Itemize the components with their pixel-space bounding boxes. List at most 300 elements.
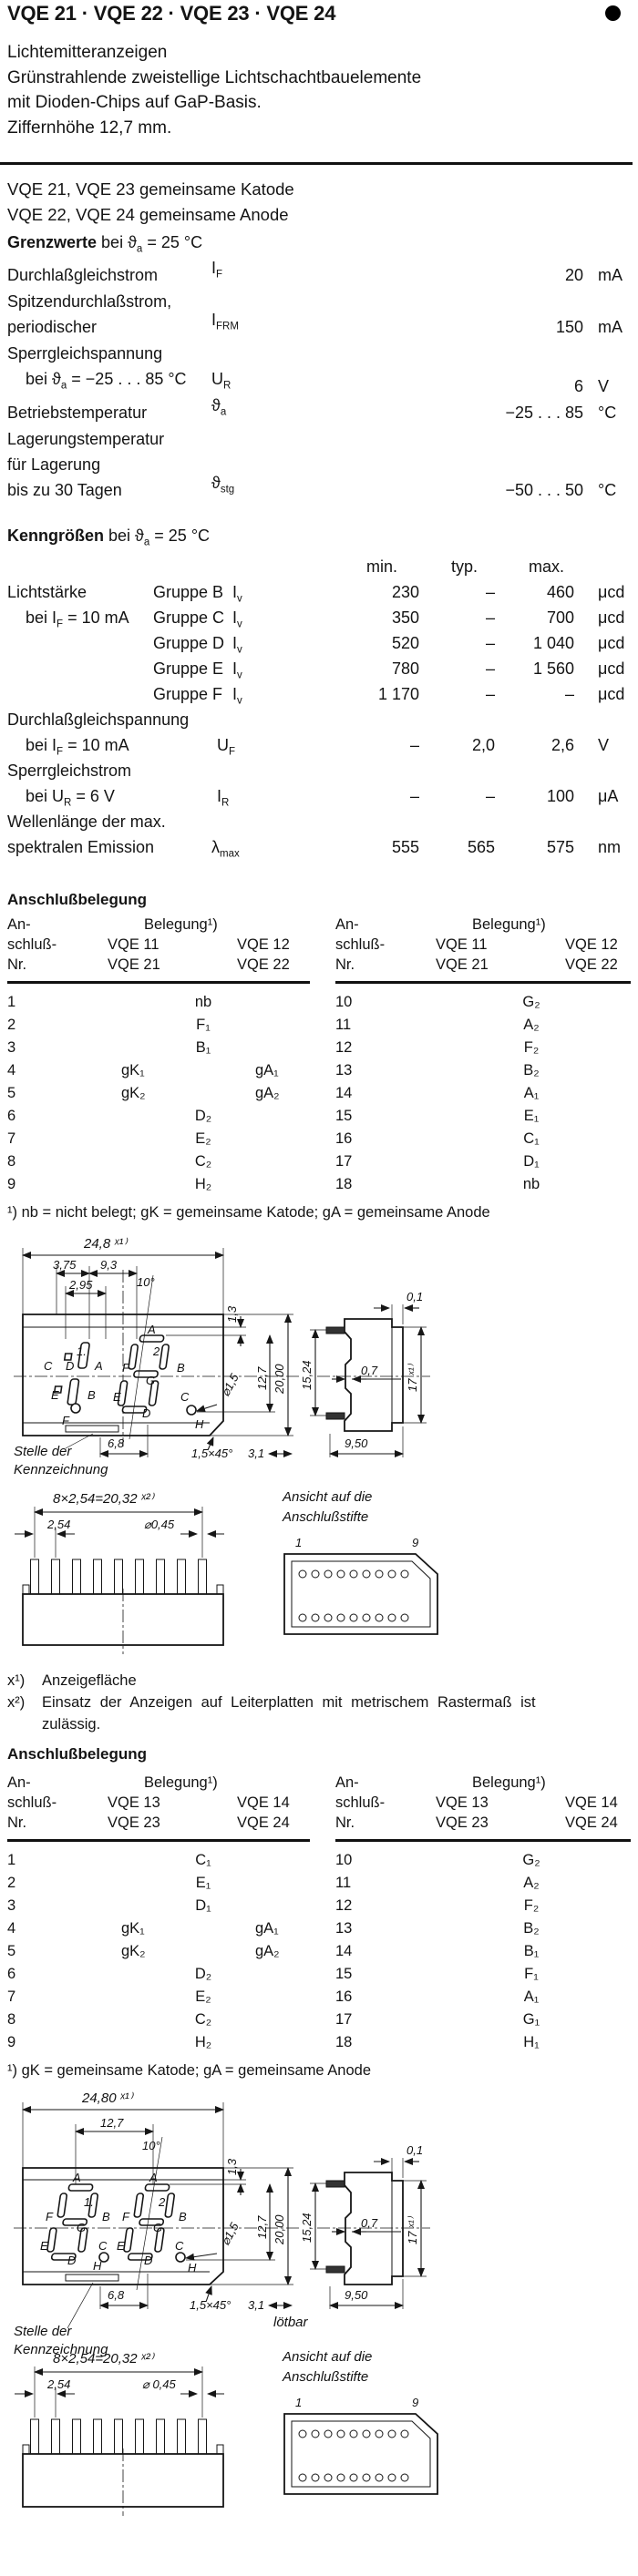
unit: mA — [598, 318, 623, 336]
segment-label: D — [144, 2254, 153, 2267]
dim-label: 1,3 — [225, 2158, 239, 2175]
value-min: 1 170 — [377, 685, 419, 703]
table-row — [7, 809, 631, 834]
footnote — [7, 2521, 631, 2543]
segment-label: G — [77, 2221, 87, 2234]
dim-label: ⌀1,5 — [218, 2220, 242, 2248]
hdr: schluß- — [335, 936, 386, 953]
value-typ: – — [485, 608, 495, 627]
dim-label: ⌀0,45 — [144, 1518, 175, 1531]
hdr: Belegung¹) — [144, 1774, 218, 1791]
dim-label: 8×2,54=20,32 ˣ²⁾ — [53, 2351, 154, 2366]
hdr: An- — [335, 916, 359, 933]
table-row: 6 D₂ — [7, 1108, 212, 1124]
segment-label: C — [175, 2239, 184, 2253]
table-row — [7, 630, 631, 656]
dim-label: 10° — [142, 2139, 160, 2152]
limits-table — [7, 259, 631, 504]
hdr: VQE 12 — [565, 936, 618, 953]
pinout-heading: Anschlußbelegung — [7, 891, 147, 908]
hdr: Nr. — [335, 956, 355, 973]
segment-label: C — [180, 1390, 190, 1404]
char-cond-post: = 25 °C — [149, 526, 211, 545]
value-min: 230 — [391, 583, 419, 601]
char-cond: bei ϑ — [104, 526, 144, 545]
hdr: VQE 23 — [436, 1814, 489, 1831]
hdr: schluß- — [7, 1794, 57, 1811]
table-row: 2 F₁ — [7, 1017, 211, 1033]
value-min: – — [409, 787, 419, 805]
hdr: VQE 22 — [237, 956, 290, 973]
dim-label: 10° — [137, 1275, 155, 1289]
segment-label: D — [66, 1359, 75, 1373]
hdr: VQE 13 — [436, 1794, 489, 1811]
pinout-right-half — [335, 1774, 631, 2054]
group-label: Gruppe F — [153, 685, 223, 703]
view-caption: Ansicht auf die — [283, 1489, 373, 1505]
table-row — [7, 579, 631, 605]
group-label: Gruppe C — [153, 608, 225, 627]
marking-note: Kennzeichnung — [14, 2342, 108, 2357]
unit: V — [598, 736, 610, 754]
polarity-note — [7, 177, 631, 228]
table-row: 8 C₂ — [7, 1153, 212, 1170]
table-row: 17 G₁ — [335, 2011, 540, 2028]
footnote: x¹) Anzeigefläche — [7, 1672, 137, 1689]
common-cathode-note: VQE 21, VQE 23 gemeinsame Katode — [7, 179, 294, 199]
unit: μcd — [598, 634, 625, 652]
segment-label: E — [51, 1388, 59, 1402]
dim-label: 17 ˣ¹⁾ — [406, 2217, 419, 2244]
hdr: VQE 22 — [565, 956, 618, 973]
value-typ: 2,0 — [471, 736, 495, 754]
view-caption: Anschlußstifte — [283, 2369, 369, 2385]
drawing-footnotes — [7, 1670, 631, 1735]
table-row — [7, 341, 631, 399]
table-row: 3 D₁ — [7, 1897, 211, 1914]
segment-label: E — [113, 1390, 121, 1404]
dim-label: 9,50 — [345, 2288, 368, 2302]
table-row: 10 G₂ — [335, 994, 540, 1010]
pinout-table-2 — [7, 1774, 631, 2054]
dim-label: 24,80 ˣ¹⁾ — [82, 2090, 133, 2106]
unit: μcd — [598, 659, 625, 678]
row-label: Lichtstärke — [7, 583, 87, 601]
table-row: 12 F₂ — [335, 1897, 540, 1914]
hdr: VQE 12 — [237, 936, 290, 953]
value-max: 575 — [546, 838, 574, 856]
table-row: 11 A₂ — [335, 1017, 540, 1033]
hdr: VQE 24 — [237, 1814, 290, 1831]
symbol: $ϑ_a$ — [211, 396, 227, 418]
symbol: $\lambda_{max}$ — [211, 838, 240, 860]
symbol: $U_F$ — [217, 736, 236, 758]
hdr: An- — [335, 1774, 359, 1791]
dim-label: 12,7 — [100, 2116, 124, 2130]
group-label: Gruppe B — [153, 583, 224, 601]
hdr: VQE 14 — [237, 1794, 290, 1811]
hdr: schluß- — [7, 936, 57, 953]
table-row: 7 E₂ — [7, 1130, 211, 1147]
dim-label: 1,3 — [225, 1305, 239, 1323]
dim-label: 24,8 ˣ¹⁾ — [84, 1236, 128, 1252]
dim-label: 3,1 — [248, 1446, 265, 1460]
value-typ: – — [485, 787, 495, 805]
dim-label: 1,5×45° — [190, 2298, 232, 2312]
package-drawing-1 — [9, 1228, 638, 1665]
footnote: zulässig. — [42, 1716, 101, 1733]
dim-label: 2,54 — [47, 1518, 71, 1531]
pin-bottom-view-drawing — [282, 2349, 437, 2494]
value-max: 1 040 — [532, 634, 574, 652]
hdr: Nr. — [335, 1814, 355, 1831]
solderable-note: lötbar — [273, 2315, 308, 2330]
hdr: VQE 21 — [436, 956, 489, 973]
table-row: 4 gK₁ gA₁ — [7, 1062, 279, 1078]
table-row: 1 C₁ — [7, 1852, 211, 1868]
unit: °C — [598, 480, 617, 499]
hdr: VQE 24 — [565, 1814, 618, 1831]
pin-number-label: 9 — [412, 2396, 419, 2409]
symbol: $ϑ_{stg}$ — [211, 474, 235, 496]
value: −50 . . . 50 — [505, 480, 583, 499]
hdr: VQE 14 — [565, 1794, 618, 1811]
dim-label: 20,00 — [273, 1364, 286, 1394]
segment-label: F — [122, 2210, 129, 2223]
digit-number: 2 — [159, 2195, 166, 2209]
segment-label: E — [40, 2239, 48, 2253]
dim-label: 12,7 — [255, 2215, 269, 2239]
col-max: max. — [529, 557, 565, 576]
dim-label: 15,24 — [300, 1360, 314, 1390]
table-row: 2 E₁ — [7, 1875, 211, 1891]
group-label: Gruppe D — [153, 634, 225, 652]
pinout-table-1 — [7, 916, 631, 1196]
dim-label: 9,50 — [345, 1436, 368, 1450]
table-row: 14 A₁ — [335, 1085, 540, 1101]
corner-dot-icon — [605, 5, 621, 21]
limits-cond-sub: a — [136, 243, 143, 255]
hdr: An- — [7, 916, 31, 933]
pin-row-side-drawing — [15, 1491, 224, 1654]
unit: μcd — [598, 583, 625, 601]
row-label: bis zu 30 Tagen — [7, 480, 122, 499]
pinout-heading: Anschlußbelegung — [7, 1745, 147, 1763]
dim-label: 0,1 — [406, 2143, 424, 2157]
group-label: Gruppe E — [153, 659, 224, 678]
unit: μcd — [598, 608, 625, 627]
table-row: 18 H₁ — [335, 2034, 540, 2050]
pinout-left-half — [7, 916, 310, 1196]
unit: °C — [598, 403, 617, 422]
char-cond-sub: a — [143, 537, 150, 548]
limits-cond: bei ϑ — [97, 233, 137, 251]
dim-label: 2,54 — [47, 2377, 71, 2391]
characteristics-heading — [7, 526, 631, 548]
table-row: 15 E₁ — [335, 1108, 540, 1124]
pinout-header — [7, 916, 310, 976]
value-typ: – — [485, 583, 495, 601]
view-caption: Anschlußstifte — [283, 1509, 369, 1525]
pinout-header — [335, 1774, 631, 1835]
row-label: periodischer — [7, 318, 98, 336]
decimal-point-2 — [176, 2253, 185, 2262]
table-row: 17 D₁ — [335, 1153, 540, 1170]
hdr: An- — [7, 1774, 31, 1791]
segment-label: F — [46, 2210, 53, 2223]
value-min: 520 — [391, 634, 419, 652]
dim-label: 1,5×45° — [191, 1446, 233, 1460]
table-row — [7, 681, 631, 707]
dim-label: ⌀1,5 — [218, 1371, 242, 1399]
value: 6 — [573, 376, 583, 395]
drawing-footnotes — [7, 2521, 631, 2565]
segment-label: F — [122, 1361, 129, 1375]
description-line: Lichtemitteranzeigen — [7, 43, 168, 62]
digit-number: 2 — [153, 1344, 160, 1358]
hdr: VQE 11 — [436, 936, 488, 953]
segment-label: E — [117, 2239, 125, 2253]
segment-label: C — [44, 1359, 53, 1373]
dim-label: 12,7 — [255, 1366, 269, 1390]
row-label: spektralen Emission — [7, 838, 155, 856]
value: −25 . . . 85 — [505, 403, 583, 422]
table-row: 3 B₁ — [7, 1039, 211, 1056]
segment-label: A — [73, 2171, 81, 2184]
table-row: 16 A₁ — [335, 1988, 540, 2005]
pinout-right-half — [335, 916, 631, 1196]
table-row — [7, 605, 631, 630]
table-rule — [7, 1839, 310, 1842]
symbol: $I_v$ — [232, 685, 242, 707]
symbol: $I_{FRM}$ — [211, 311, 239, 332]
limits-heading — [7, 233, 631, 255]
view-caption: Ansicht auf die — [283, 2349, 373, 2365]
unit: nm — [598, 838, 622, 856]
table-row — [7, 259, 631, 288]
common-anode-note: VQE 22, VQE 24 gemeinsame Anode — [7, 205, 289, 224]
symbol: $I_R$ — [217, 787, 230, 809]
table-row — [7, 758, 631, 783]
pinout-footnote: ¹) gK = gemeinsame Katode; gA = gemeinsame Anode — [7, 2062, 371, 2079]
table-row: 1 nb — [7, 994, 212, 1010]
row-condition: bei $U_R = 6$ V — [26, 787, 115, 809]
row-label: Sperrgleichspannung — [7, 344, 163, 363]
symbol: $I_v$ — [232, 634, 242, 656]
value: 20 — [564, 266, 583, 284]
dim-label: 15,24 — [300, 2213, 314, 2243]
description-line: Ziffernhöhe 12,7 mm. — [7, 118, 172, 138]
segment-label: H — [195, 1417, 204, 1431]
table-row — [7, 396, 631, 425]
description-line: Grünstrahlende zweistellige Lichtschachtbauelemente — [7, 67, 422, 87]
characteristics-heading-bold: Kenngrößen — [7, 526, 104, 545]
symbol: $I_v$ — [232, 659, 242, 681]
table-row: 13 B₂ — [335, 1062, 540, 1078]
value-typ: – — [485, 685, 495, 703]
limits-heading-bold: Grenzwerte — [7, 233, 98, 251]
hdr: Belegung¹) — [472, 1774, 546, 1791]
pin-number-label: 1 — [295, 1536, 303, 1549]
segment-label: H — [93, 2259, 102, 2273]
divider — [0, 162, 633, 165]
value-max: 460 — [546, 583, 574, 601]
description — [7, 40, 631, 140]
digit-number: 1. — [84, 2195, 94, 2209]
characteristics-table — [7, 554, 631, 860]
unit: V — [598, 376, 610, 395]
pinout-left-half — [7, 1774, 310, 2054]
table-row: 6 D₂ — [7, 1966, 212, 1982]
symbol: $I_v$ — [232, 583, 242, 605]
value-typ: – — [485, 659, 495, 678]
segment-label: D — [67, 2254, 77, 2267]
unit: μA — [598, 787, 619, 805]
dim-label: ⌀ 0,45 — [142, 2377, 176, 2391]
pin-bottom-view-drawing — [282, 1489, 437, 1634]
dim-label: 0,1 — [406, 1290, 424, 1303]
page-title — [7, 2, 631, 26]
limits-cond-post: = 25 °C — [142, 233, 203, 251]
row-label: Sperrgleichstrom — [7, 762, 132, 780]
table-row: 5 gK₂ gA₂ — [7, 1085, 280, 1101]
dim-label: 0,7 — [361, 1364, 378, 1377]
pinout-footnote: ¹) nb = nicht belegt; gK = gemeinsame Katode; gA = gemeinsame Anode — [7, 1204, 490, 1221]
table-row: 16 C₁ — [335, 1130, 540, 1147]
segment-label: B — [179, 2210, 187, 2223]
pin-number-label: 1 — [295, 2396, 303, 2409]
dim-label: 8×2,54=20,32 ˣ²⁾ — [53, 1491, 154, 1507]
row-label: Lagerungstemperatur — [7, 429, 165, 448]
footnote: x²) Einsatz der Anzeigen auf Leiterplatten mit metrischem Rastermaß ist — [7, 1694, 536, 1711]
dim-label: 6,8 — [108, 1436, 125, 1450]
segment-label: G — [146, 1374, 156, 1387]
col-min: min. — [366, 557, 398, 576]
package-drawing-2 — [9, 2084, 638, 2518]
table-rule — [335, 981, 631, 984]
row-label: Spitzendurchlaßstrom, — [7, 292, 172, 311]
dim-label: 20,00 — [273, 2214, 286, 2244]
row-label: Wellenlänge der max. — [7, 813, 166, 831]
pinout-header — [335, 916, 631, 976]
value-min: 780 — [391, 659, 419, 678]
table-row: 18 nb — [335, 1176, 540, 1192]
dim-label: 3,75 — [53, 1258, 77, 1272]
table-row: 12 F₂ — [335, 1039, 540, 1056]
value-typ: – — [485, 634, 495, 652]
segment-label: B — [177, 1361, 185, 1375]
segment-label: B — [102, 2210, 110, 2223]
table-row: 14 B₁ — [335, 1943, 540, 1959]
symbol: $I_F$ — [211, 259, 223, 281]
table-row: 4 gK₁ gA₁ — [7, 1920, 279, 1937]
value-min: – — [409, 736, 419, 754]
table-row — [7, 834, 631, 860]
hdr: VQE 11 — [108, 936, 160, 953]
segment-label: A — [149, 2171, 158, 2184]
dim-label: 3,1 — [248, 2298, 265, 2312]
row-condition: bei $I_F = 10$ mA — [26, 736, 129, 758]
segment-label: A — [95, 1359, 103, 1373]
dim-label: 17 ˣ¹⁾ — [406, 1365, 419, 1392]
marking-note: Stelle der — [14, 1444, 72, 1459]
front-view-dimensions — [23, 2090, 403, 2330]
unit: mA — [598, 266, 623, 284]
table-row: 5 gK₂ gA₂ — [7, 1943, 280, 1959]
dim-label: 0,7 — [361, 2216, 378, 2230]
value-max: 1 560 — [532, 659, 574, 678]
hdr: Nr. — [7, 956, 27, 973]
segment-label: B — [87, 1388, 96, 1402]
digit-2-segments — [122, 2184, 176, 2260]
value-typ: 565 — [467, 838, 495, 856]
value-max: 700 — [546, 608, 574, 627]
value-max: 100 — [546, 787, 574, 805]
value-min: 350 — [391, 608, 419, 627]
table-row: 13 B₂ — [335, 1920, 540, 1937]
row-condition: bei $I_F = 10$ mA — [26, 608, 129, 630]
table-row — [7, 289, 631, 340]
side-view-drawing — [300, 2143, 430, 2285]
row-label: Durchlaßgleichstrom — [7, 266, 159, 284]
hdr: VQE 21 — [108, 956, 160, 973]
marking-note: Kennzeichnung — [14, 1462, 108, 1477]
segment-label: D — [142, 1406, 151, 1420]
col-typ: typ. — [451, 557, 478, 576]
table-row: 9 H₂ — [7, 1176, 212, 1192]
column-headers — [7, 554, 631, 579]
title-text: VQE 21 · VQE 22 · VQE 23 · VQE 24 — [7, 2, 336, 25]
segment-label: C — [98, 2239, 108, 2253]
hdr: Nr. — [7, 1814, 27, 1831]
value-max: 2,6 — [551, 736, 574, 754]
table-row — [7, 707, 631, 732]
row-label: für Lagerung — [7, 455, 101, 474]
pinout-header — [7, 1774, 310, 1835]
row-condition: bei $ϑ_a = -25$ . . . 85 °C — [26, 370, 187, 392]
symbol: $U_R$ — [211, 370, 232, 392]
row-label: Durchlaßgleichspannung — [7, 710, 190, 729]
symbol: $I_v$ — [232, 608, 242, 630]
decimal-point-1 — [71, 1404, 80, 1413]
table-row — [7, 732, 631, 758]
decimal-point-2 — [187, 1406, 196, 1415]
table-row — [7, 656, 631, 681]
segment-label: A — [148, 1323, 156, 1336]
marking-note: Stelle der — [14, 2324, 72, 2339]
row-label: Betriebstemperatur — [7, 403, 148, 422]
segment-label: F — [62, 1414, 69, 1427]
footnote — [7, 2543, 631, 2565]
table-row: 8 C₂ — [7, 2011, 212, 2028]
hdr: schluß- — [335, 1794, 386, 1811]
value-min: 555 — [391, 838, 419, 856]
segment-label: H — [188, 2261, 197, 2274]
side-view-drawing — [300, 1290, 430, 1431]
table-row: 10 G₂ — [335, 1852, 540, 1868]
table-row — [7, 783, 631, 809]
table-row: 9 H₂ — [7, 2034, 212, 2050]
dim-label: 6,8 — [108, 2288, 125, 2302]
table-row: 7 E₂ — [7, 1988, 211, 2005]
digit-number: 1. — [77, 1344, 87, 1358]
table-row: 15 F₁ — [335, 1966, 539, 1982]
table-rule — [7, 981, 310, 984]
table-row: 11 A₂ — [335, 1875, 540, 1891]
value: 150 — [555, 318, 583, 336]
segment-label: G — [153, 2221, 163, 2234]
hdr: VQE 23 — [108, 1814, 160, 1831]
